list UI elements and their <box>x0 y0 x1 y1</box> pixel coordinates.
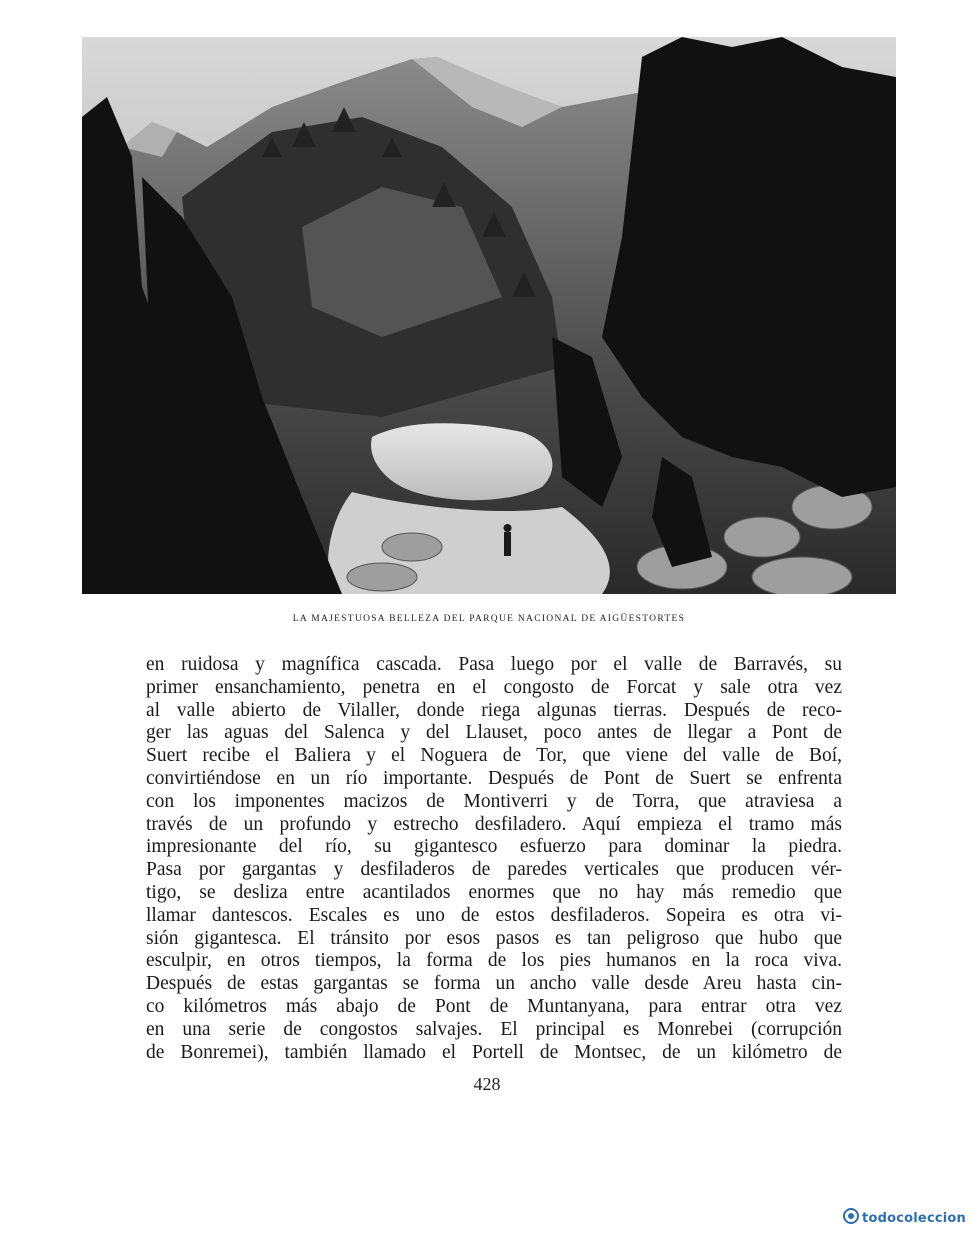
text-line: esculpir, en otros tiempos, la forma de los pies humanos en la roca viva. <box>146 950 842 972</box>
text-line: tigo, se desliza entre acantilados enormes que no hay más remedio que <box>146 881 842 903</box>
text-line: ger las aguas del Salenca y del Llauset, poco antes de llegar a Pont de <box>146 722 842 744</box>
text-line: Después de estas gargantas se forma un ancho valle desde Areu hasta cin- <box>146 973 842 995</box>
page-number: 428 <box>473 1074 501 1094</box>
text-line: convirtiéndose en un río importante. Después de Pont de Suert se enfrenta <box>146 767 842 789</box>
text-line: Pasa por gargantas y desfiladeros de paredes verticales que producen vér- <box>146 859 842 881</box>
text-line: en una serie de congostos salvajes. El principal es Monrebei (corrupción <box>146 1018 842 1040</box>
text-line: al valle abierto de Vilaller, donde riega algunas tierras. Después de reco- <box>146 699 842 721</box>
landscape-photo <box>82 37 896 594</box>
watermark-text: todocoleccion <box>862 1210 966 1226</box>
photo-caption: LA MAJESTUOSA BELLEZA DEL PARQUE NACIONAL DE AIGÜESTORTES <box>292 614 686 624</box>
text-line: con los imponentes macizos de Montiverri y de Torra, que atraviesa a <box>146 790 842 812</box>
text-line: Suert recibe el Baliera y el Noguera de Tor, que viene del valle de Boí, <box>146 745 842 767</box>
body-text <box>146 654 842 1064</box>
text-line: de Bonremei), también llamado el Portell de Montsec, de un kilómetro de <box>146 1041 842 1063</box>
watermark <box>843 1206 966 1230</box>
text-line: impresionante del río, su gigantesco esfuerzo para dominar la piedra. <box>146 836 842 858</box>
text-line: primer ensanchamiento, penetra en el congosto de Forcat y sale otra vez <box>146 676 842 698</box>
watermark-logo-icon <box>843 1208 859 1229</box>
text-line: en ruidosa y magnífica cascada. Pasa luego por el valle de Barravés, su <box>146 654 842 675</box>
text-line: través de un profundo y estrecho desfiladero. Aquí empieza el tramo más <box>146 813 842 835</box>
text-line: llamar dantescos. Escales es uno de estos desfiladeros. Sopeira es otra vi- <box>146 904 842 926</box>
text-line: co kilómetros más abajo de Pont de Muntanyana, para entrar otra vez <box>146 995 842 1017</box>
text-line: sión gigantesca. El tránsito por esos pasos es tan peligroso que hubo que <box>146 927 842 949</box>
